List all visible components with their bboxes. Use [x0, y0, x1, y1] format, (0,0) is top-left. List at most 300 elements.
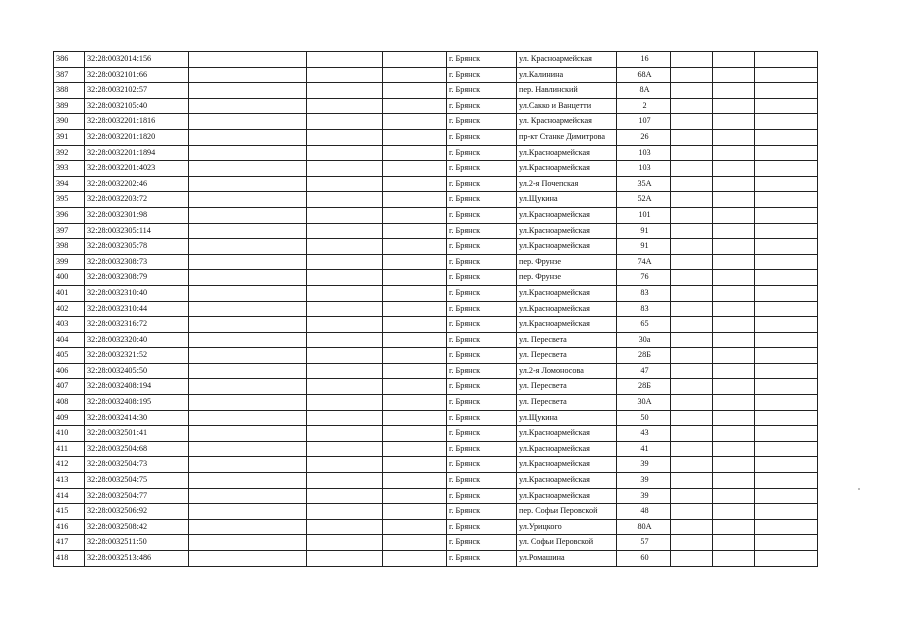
row-number: 390 — [54, 114, 85, 130]
empty-cell — [671, 192, 713, 208]
empty-cell — [713, 457, 755, 473]
house-number: 39 — [617, 488, 671, 504]
empty-cell — [713, 145, 755, 161]
empty-cell — [671, 551, 713, 567]
cadastral-number: 32:28:0032414:30 — [85, 410, 189, 426]
empty-cell — [189, 192, 307, 208]
empty-cell — [383, 254, 447, 270]
empty-cell — [671, 535, 713, 551]
empty-cell — [713, 176, 755, 192]
empty-cell — [671, 473, 713, 489]
empty-cell — [383, 285, 447, 301]
empty-cell — [189, 348, 307, 364]
empty-cell — [189, 473, 307, 489]
empty-cell — [755, 129, 818, 145]
house-number: 8А — [617, 83, 671, 99]
empty-cell — [713, 83, 755, 99]
empty-cell — [755, 254, 818, 270]
street-cell: ул.Красноармейская — [517, 223, 617, 239]
table-row — [54, 192, 818, 208]
table-body — [54, 52, 818, 567]
empty-cell — [755, 519, 818, 535]
empty-cell — [307, 441, 383, 457]
row-number: 408 — [54, 395, 85, 411]
city-cell: г. Брянск — [447, 332, 517, 348]
empty-cell — [307, 426, 383, 442]
empty-cell — [755, 192, 818, 208]
street-cell: ул.Красноармейская — [517, 207, 617, 223]
empty-cell — [383, 332, 447, 348]
empty-cell — [307, 363, 383, 379]
empty-cell — [307, 145, 383, 161]
city-cell: г. Брянск — [447, 129, 517, 145]
row-number: 400 — [54, 270, 85, 286]
empty-cell — [383, 98, 447, 114]
cadastral-number: 32:28:0032504:68 — [85, 441, 189, 457]
empty-cell — [307, 519, 383, 535]
cadastral-number: 32:28:0032105:40 — [85, 98, 189, 114]
city-cell: г. Брянск — [447, 363, 517, 379]
row-number: 386 — [54, 52, 85, 68]
empty-cell — [671, 410, 713, 426]
row-number: 394 — [54, 176, 85, 192]
street-cell: ул.Ромашина — [517, 551, 617, 567]
empty-cell — [383, 239, 447, 255]
row-number: 412 — [54, 457, 85, 473]
empty-cell — [713, 332, 755, 348]
table-row — [54, 519, 818, 535]
empty-cell — [671, 519, 713, 535]
empty-cell — [189, 317, 307, 333]
house-number: 28Б — [617, 348, 671, 364]
table-row — [54, 67, 818, 83]
table-row — [54, 457, 818, 473]
empty-cell — [189, 67, 307, 83]
street-cell: ул.Красноармейская — [517, 317, 617, 333]
empty-cell — [189, 129, 307, 145]
row-number: 397 — [54, 223, 85, 239]
empty-cell — [713, 52, 755, 68]
empty-cell — [713, 98, 755, 114]
empty-cell — [307, 535, 383, 551]
empty-cell — [189, 488, 307, 504]
cadastral-number: 32:28:0032504:75 — [85, 473, 189, 489]
empty-cell — [307, 410, 383, 426]
empty-cell — [671, 457, 713, 473]
empty-cell — [307, 379, 383, 395]
empty-cell — [671, 379, 713, 395]
empty-cell — [383, 363, 447, 379]
city-cell: г. Брянск — [447, 254, 517, 270]
row-number: 403 — [54, 317, 85, 333]
cadastral-number: 32:28:0032308:79 — [85, 270, 189, 286]
row-number: 398 — [54, 239, 85, 255]
cadastral-number: 32:28:0032201:1820 — [85, 129, 189, 145]
empty-cell — [713, 67, 755, 83]
city-cell: г. Брянск — [447, 379, 517, 395]
empty-cell — [755, 83, 818, 99]
cadastral-number: 32:28:0032310:40 — [85, 285, 189, 301]
empty-cell — [383, 519, 447, 535]
city-cell: г. Брянск — [447, 410, 517, 426]
street-cell: ул. Пересвета — [517, 379, 617, 395]
cadastral-number: 32:28:0032408:195 — [85, 395, 189, 411]
empty-cell — [189, 254, 307, 270]
empty-cell — [189, 519, 307, 535]
street-cell: ул. Пересвета — [517, 395, 617, 411]
table-row — [54, 239, 818, 255]
empty-cell — [671, 67, 713, 83]
empty-cell — [307, 551, 383, 567]
street-cell: пер. Фрунзе — [517, 254, 617, 270]
empty-cell — [189, 83, 307, 99]
empty-cell — [755, 395, 818, 411]
city-cell: г. Брянск — [447, 317, 517, 333]
street-cell: ул.Красноармейская — [517, 145, 617, 161]
cadastral-number: 32:28:0032320:40 — [85, 332, 189, 348]
cadastral-number: 32:28:0032102:57 — [85, 83, 189, 99]
empty-cell — [383, 317, 447, 333]
empty-cell — [713, 348, 755, 364]
cadastral-number: 32:28:0032305:78 — [85, 239, 189, 255]
empty-cell — [307, 488, 383, 504]
empty-cell — [713, 441, 755, 457]
empty-cell — [189, 161, 307, 177]
empty-cell — [189, 332, 307, 348]
row-number: 401 — [54, 285, 85, 301]
empty-cell — [383, 379, 447, 395]
cadastral-number: 32:28:0032513:486 — [85, 551, 189, 567]
city-cell: г. Брянск — [447, 441, 517, 457]
row-number: 416 — [54, 519, 85, 535]
empty-cell — [713, 473, 755, 489]
empty-cell — [713, 301, 755, 317]
empty-cell — [713, 254, 755, 270]
city-cell: г. Брянск — [447, 285, 517, 301]
empty-cell — [755, 504, 818, 520]
table-row — [54, 488, 818, 504]
house-number: 30а — [617, 332, 671, 348]
row-number: 410 — [54, 426, 85, 442]
row-number: 414 — [54, 488, 85, 504]
empty-cell — [189, 207, 307, 223]
empty-cell — [189, 379, 307, 395]
empty-cell — [383, 441, 447, 457]
row-number: 387 — [54, 67, 85, 83]
street-cell: ул. Пересвета — [517, 348, 617, 364]
empty-cell — [671, 161, 713, 177]
empty-cell — [189, 239, 307, 255]
cadastral-number: 32:28:0032014:156 — [85, 52, 189, 68]
street-cell: ул.Сакко и Ванцетти — [517, 98, 617, 114]
empty-cell — [307, 239, 383, 255]
empty-cell — [383, 161, 447, 177]
empty-cell — [307, 301, 383, 317]
empty-cell — [383, 145, 447, 161]
empty-cell — [671, 301, 713, 317]
cadastral-number: 32:28:0032301:98 — [85, 207, 189, 223]
empty-cell — [671, 98, 713, 114]
document-page — [53, 51, 818, 567]
empty-cell — [671, 441, 713, 457]
empty-cell — [383, 395, 447, 411]
house-number: 39 — [617, 457, 671, 473]
street-cell: ул.Урицкого — [517, 519, 617, 535]
empty-cell — [713, 395, 755, 411]
empty-cell — [189, 285, 307, 301]
row-number: 417 — [54, 535, 85, 551]
empty-cell — [671, 348, 713, 364]
city-cell: г. Брянск — [447, 239, 517, 255]
cadastral-number: 32:28:0032511:50 — [85, 535, 189, 551]
house-number: 60 — [617, 551, 671, 567]
table-row — [54, 145, 818, 161]
empty-cell — [755, 363, 818, 379]
table-row — [54, 441, 818, 457]
table-row — [54, 161, 818, 177]
house-number: 43 — [617, 426, 671, 442]
street-cell: ул.2-я Ломоносова — [517, 363, 617, 379]
empty-cell — [671, 363, 713, 379]
empty-cell — [189, 223, 307, 239]
empty-cell — [671, 254, 713, 270]
empty-cell — [383, 223, 447, 239]
empty-cell — [671, 52, 713, 68]
empty-cell — [671, 317, 713, 333]
city-cell: г. Брянск — [447, 535, 517, 551]
house-number: 91 — [617, 239, 671, 255]
empty-cell — [713, 285, 755, 301]
empty-cell — [755, 301, 818, 317]
house-number: 74А — [617, 254, 671, 270]
empty-cell — [755, 426, 818, 442]
empty-cell — [755, 114, 818, 130]
house-number: 91 — [617, 223, 671, 239]
city-cell: г. Брянск — [447, 488, 517, 504]
empty-cell — [671, 129, 713, 145]
city-cell: г. Брянск — [447, 395, 517, 411]
empty-cell — [755, 98, 818, 114]
empty-cell — [713, 207, 755, 223]
row-number: 402 — [54, 301, 85, 317]
city-cell: г. Брянск — [447, 192, 517, 208]
table-row — [54, 176, 818, 192]
street-cell: пер. Софьи Перовской — [517, 504, 617, 520]
cadastral-number: 32:28:0032202:46 — [85, 176, 189, 192]
house-number: 2 — [617, 98, 671, 114]
row-number: 389 — [54, 98, 85, 114]
empty-cell — [755, 239, 818, 255]
city-cell: г. Брянск — [447, 473, 517, 489]
empty-cell — [307, 83, 383, 99]
row-number: 404 — [54, 332, 85, 348]
empty-cell — [755, 285, 818, 301]
empty-cell — [713, 317, 755, 333]
house-number: 26 — [617, 129, 671, 145]
empty-cell — [755, 317, 818, 333]
table-row — [54, 52, 818, 68]
city-cell: г. Брянск — [447, 223, 517, 239]
empty-cell — [383, 114, 447, 130]
empty-cell — [755, 176, 818, 192]
cadastral-number: 32:28:0032504:77 — [85, 488, 189, 504]
empty-cell — [307, 317, 383, 333]
city-cell: г. Брянск — [447, 161, 517, 177]
house-number: 76 — [617, 270, 671, 286]
empty-cell — [189, 395, 307, 411]
city-cell: г. Брянск — [447, 83, 517, 99]
empty-cell — [189, 551, 307, 567]
empty-cell — [307, 67, 383, 83]
empty-cell — [755, 379, 818, 395]
cadastral-number: 32:28:0032508:42 — [85, 519, 189, 535]
city-cell: г. Брянск — [447, 114, 517, 130]
cadastral-number: 32:28:0032201:4023 — [85, 161, 189, 177]
empty-cell — [307, 457, 383, 473]
house-number: 57 — [617, 535, 671, 551]
empty-cell — [713, 239, 755, 255]
table-row — [54, 114, 818, 130]
cadastral-number: 32:28:0032408:194 — [85, 379, 189, 395]
row-number: 405 — [54, 348, 85, 364]
cadastral-number: 32:28:0032101:66 — [85, 67, 189, 83]
cadastral-number: 32:28:0032501:41 — [85, 426, 189, 442]
city-cell: г. Брянск — [447, 551, 517, 567]
empty-cell — [383, 410, 447, 426]
empty-cell — [189, 270, 307, 286]
empty-cell — [383, 83, 447, 99]
table-row — [54, 535, 818, 551]
empty-cell — [189, 145, 307, 161]
empty-cell — [307, 176, 383, 192]
table-row — [54, 301, 818, 317]
empty-cell — [307, 332, 383, 348]
city-cell: г. Брянск — [447, 426, 517, 442]
cadastral-number: 32:28:0032405:50 — [85, 363, 189, 379]
empty-cell — [307, 192, 383, 208]
house-number: 83 — [617, 285, 671, 301]
empty-cell — [383, 348, 447, 364]
city-cell: г. Брянск — [447, 67, 517, 83]
city-cell: г. Брянск — [447, 145, 517, 161]
empty-cell — [713, 504, 755, 520]
empty-cell — [307, 270, 383, 286]
table-row — [54, 254, 818, 270]
street-cell: ул.Красноармейская — [517, 457, 617, 473]
empty-cell — [383, 192, 447, 208]
empty-cell — [713, 223, 755, 239]
empty-cell — [307, 129, 383, 145]
street-cell: ул. Софьи Перовской — [517, 535, 617, 551]
empty-cell — [671, 504, 713, 520]
empty-cell — [189, 535, 307, 551]
street-cell: ул. Красноармейская — [517, 114, 617, 130]
empty-cell — [383, 426, 447, 442]
city-cell: г. Брянск — [447, 301, 517, 317]
empty-cell — [307, 473, 383, 489]
empty-cell — [755, 441, 818, 457]
cadastral-number: 32:28:0032321:52 — [85, 348, 189, 364]
empty-cell — [307, 285, 383, 301]
empty-cell — [383, 504, 447, 520]
empty-cell — [755, 535, 818, 551]
empty-cell — [713, 363, 755, 379]
table-row — [54, 207, 818, 223]
house-number: 83 — [617, 301, 671, 317]
empty-cell — [755, 207, 818, 223]
city-cell: г. Брянск — [447, 457, 517, 473]
empty-cell — [383, 535, 447, 551]
street-cell: ул.Калинина — [517, 67, 617, 83]
empty-cell — [755, 270, 818, 286]
empty-cell — [307, 254, 383, 270]
empty-cell — [713, 379, 755, 395]
table-row — [54, 348, 818, 364]
street-cell: ул.Красноармейская — [517, 285, 617, 301]
house-number: 48 — [617, 504, 671, 520]
empty-cell — [383, 270, 447, 286]
table-row — [54, 129, 818, 145]
row-number: 418 — [54, 551, 85, 567]
empty-cell — [713, 519, 755, 535]
street-cell: пр-кт Станке Димитрова — [517, 129, 617, 145]
cadastral-number: 32:28:0032310:44 — [85, 301, 189, 317]
cadastral-number: 32:28:0032316:72 — [85, 317, 189, 333]
table-row — [54, 395, 818, 411]
empty-cell — [307, 98, 383, 114]
empty-cell — [383, 551, 447, 567]
city-cell: г. Брянск — [447, 348, 517, 364]
empty-cell — [671, 176, 713, 192]
street-cell: пер. Фрунзе — [517, 270, 617, 286]
row-number: 392 — [54, 145, 85, 161]
house-number: 52А — [617, 192, 671, 208]
empty-cell — [189, 504, 307, 520]
house-number: 103 — [617, 145, 671, 161]
empty-cell — [383, 488, 447, 504]
city-cell: г. Брянск — [447, 98, 517, 114]
cadastral-number: 32:28:0032506:92 — [85, 504, 189, 520]
empty-cell — [755, 457, 818, 473]
empty-cell — [755, 348, 818, 364]
empty-cell — [189, 176, 307, 192]
cadastral-number: 32:28:0032203:72 — [85, 192, 189, 208]
empty-cell — [713, 129, 755, 145]
row-number: 396 — [54, 207, 85, 223]
house-number: 30А — [617, 395, 671, 411]
empty-cell — [755, 551, 818, 567]
house-number: 39 — [617, 473, 671, 489]
empty-cell — [189, 301, 307, 317]
table-row — [54, 270, 818, 286]
empty-cell — [713, 426, 755, 442]
city-cell: г. Брянск — [447, 207, 517, 223]
cadastral-number: 32:28:0032201:1816 — [85, 114, 189, 130]
empty-cell — [713, 161, 755, 177]
street-cell: ул. Красноармейская — [517, 52, 617, 68]
table-row — [54, 363, 818, 379]
empty-cell — [189, 114, 307, 130]
empty-cell — [755, 223, 818, 239]
empty-cell — [713, 535, 755, 551]
street-cell: ул.Красноармейская — [517, 161, 617, 177]
empty-cell — [755, 67, 818, 83]
house-number: 68А — [617, 67, 671, 83]
empty-cell — [671, 270, 713, 286]
house-number: 41 — [617, 441, 671, 457]
row-number: 406 — [54, 363, 85, 379]
empty-cell — [307, 348, 383, 364]
